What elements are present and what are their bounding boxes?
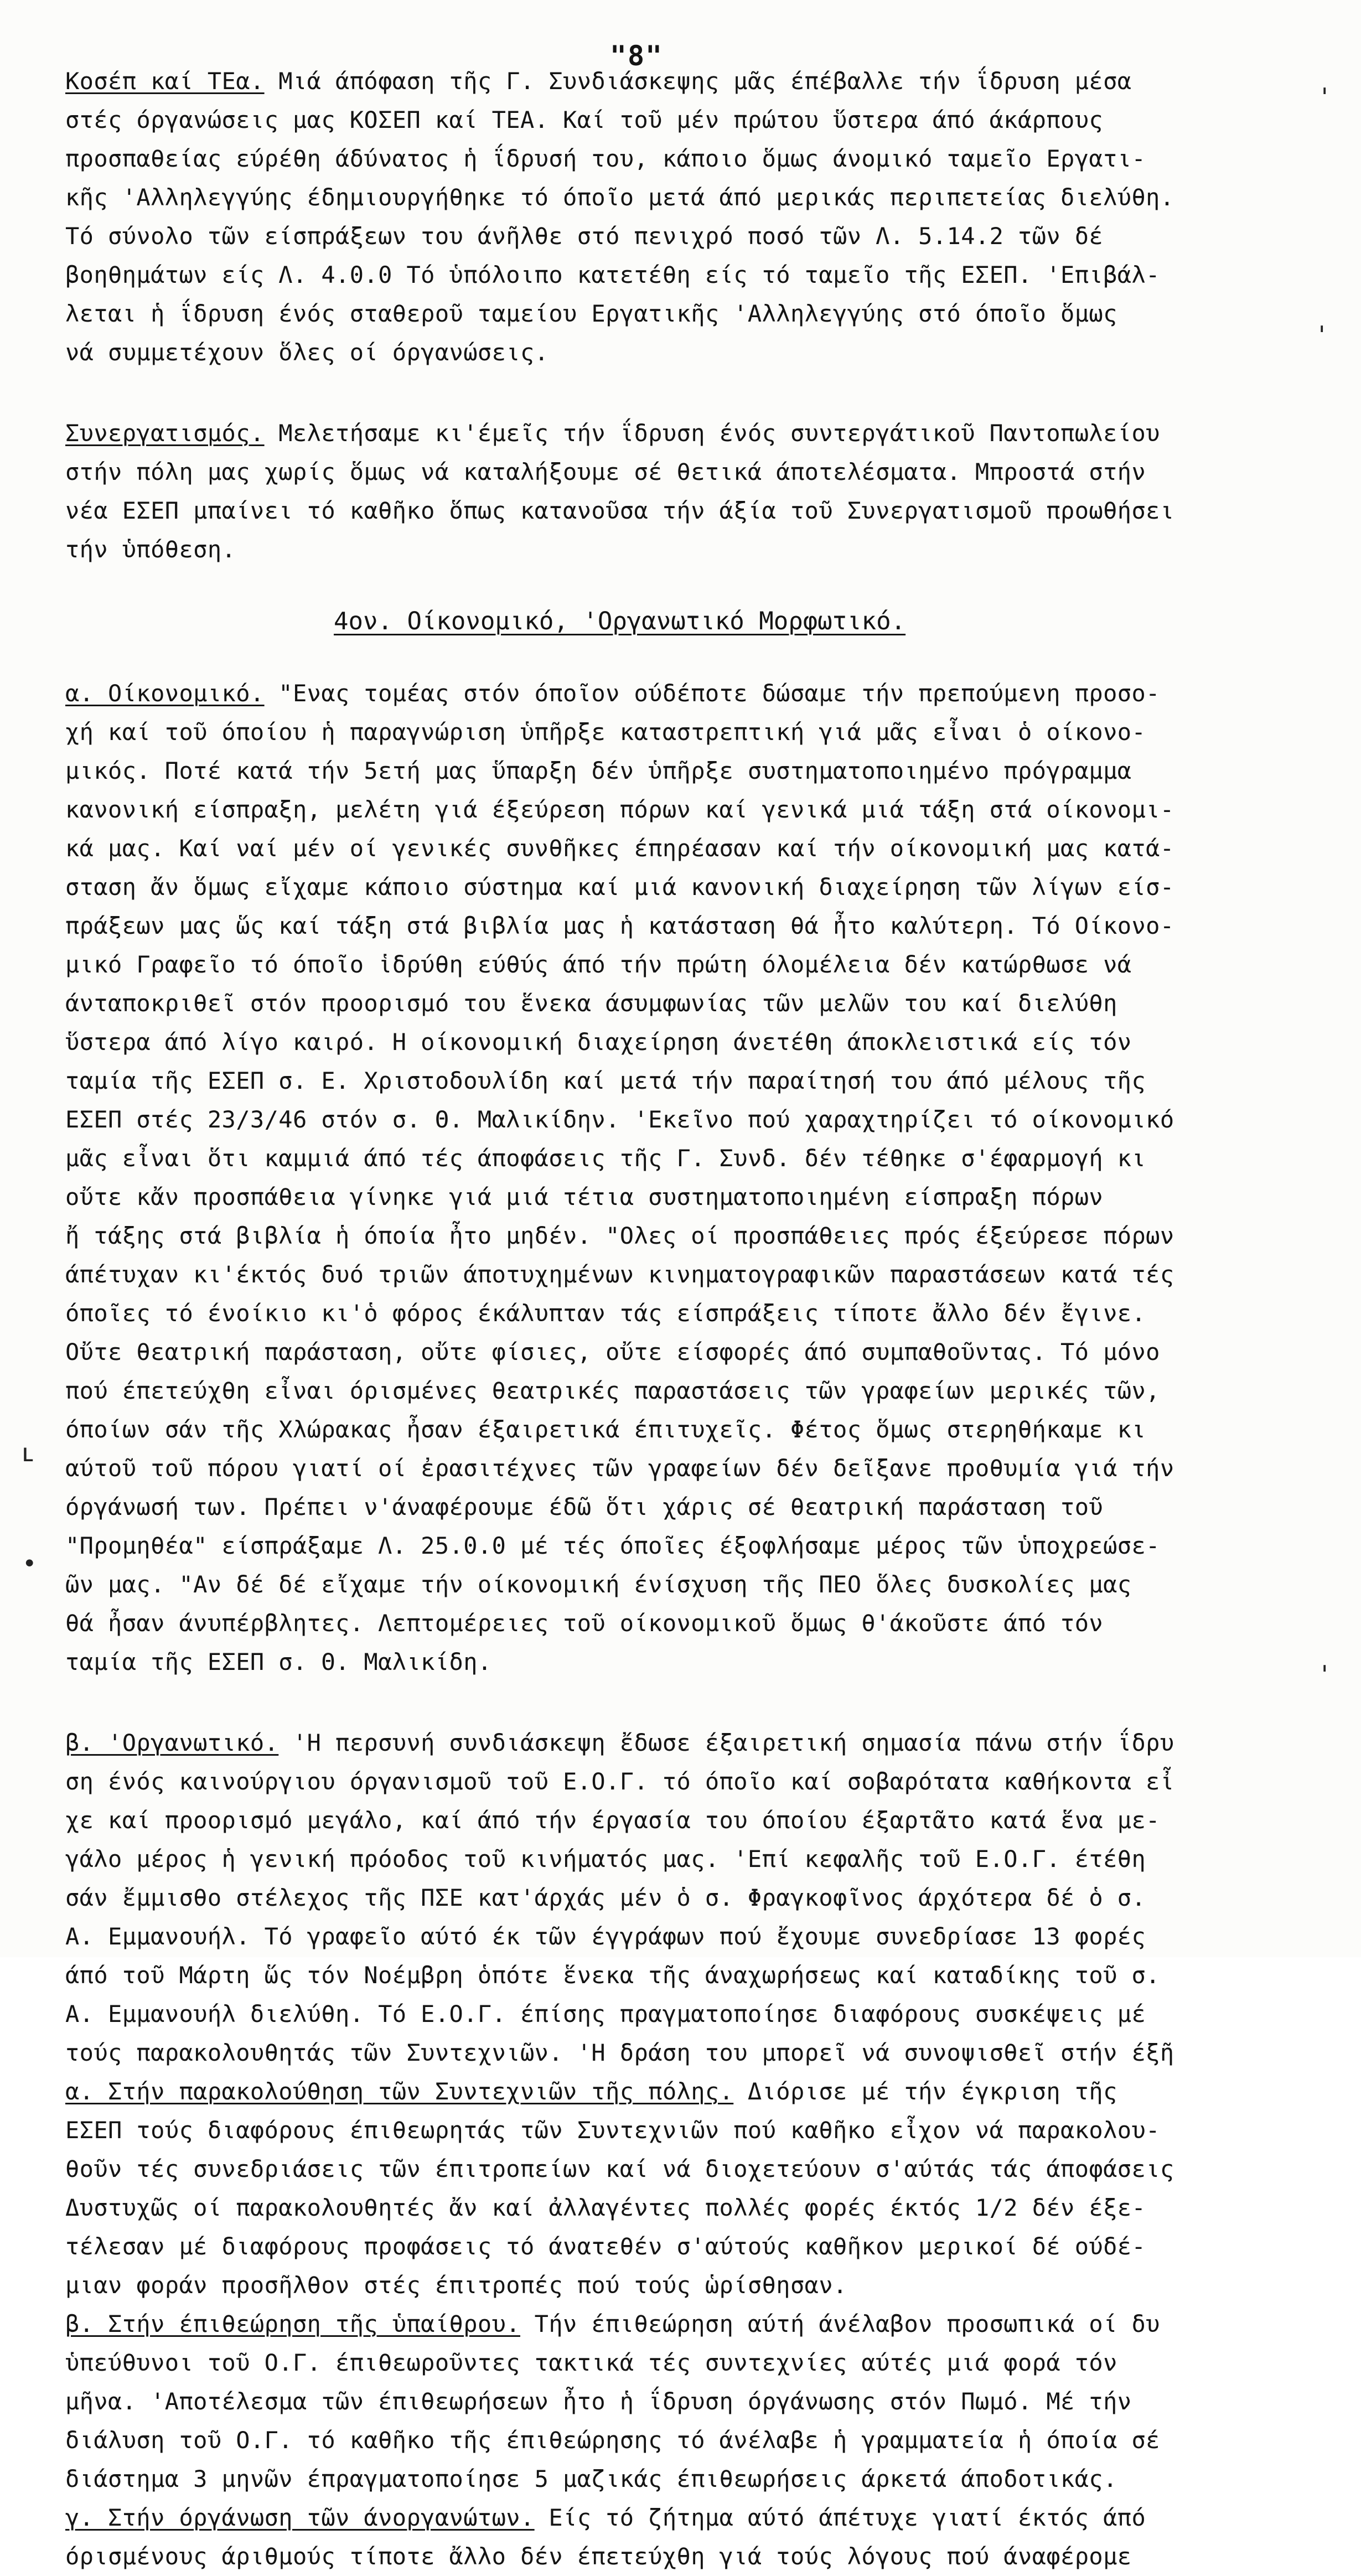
text-line [65, 713, 1338, 752]
text-line [65, 1333, 1338, 1372]
line-text: διάλυση τοῦ Ο.Γ. τό καθῆκο τῆς έπιθεώρησης τό άνέλαβε ἡ γραμματεία ἡ όποία σέ [65, 2427, 1160, 2454]
text-line [65, 1139, 1338, 1178]
line-text: στήν πόλη μας χωρίς ὅμως νά καταλήξουμε σέ θετικά άποτελέσματα. Μπροστά στήν [65, 458, 1146, 485]
line-text: ταμία τῆς ΕΣΕΠ σ. Θ. Μαλικίδη. [65, 1648, 492, 1675]
line-text: Διόρισε μέ τήν έγκριση τῆς [733, 2078, 1117, 2105]
text-line [65, 1565, 1338, 1604]
text-line [65, 1449, 1338, 1488]
section-organizational [65, 1724, 1338, 2576]
line-text: ταμία τῆς ΕΣΕΠ σ. Ε. Χριστοδουλίδη καί μετά τήν παραίτησή του άπό μέλους τῆς [65, 1067, 1146, 1094]
margin-mark: • [22, 1550, 37, 1578]
line-text: "Προμηθέα" είσπράξαμε Λ. 25.0.0 μέ τές όποῖες έξοφλήσαμε μέρος τῶν ὑποχρεώσε- [65, 1532, 1160, 1559]
line-text: ση ένός καινούργιου όργανισμοῦ τοῦ Ε.Ο.Γ. τό όποῖο καί σοβαρότατα καθήκοντα εἶ [65, 1768, 1174, 1795]
text-line [65, 294, 1338, 333]
line-text: χή καί τοῦ όποίου ἡ παραγνώριση ὑπῆρξε καταστρεπτική γιά μᾶς εἶναι ὁ οίκονο- [65, 718, 1146, 746]
line-text: μῆνα. 'Αποτέλεσμα τῶν έπιθεωρήσεων ἦτο ἡ ΐδρυση όργάνωσης στόν Πωμό. Μέ τήν [65, 2388, 1132, 2415]
section-lead: γ. Στήν όργάνωση τῶν άνοργανώτων. [65, 2504, 535, 2531]
section-economic [65, 674, 1338, 1682]
line-text: άπέτυχαν κι'έκτός δυό τριῶν άποτυχημένων κινηματογραφικῶν παραστάσεων κατά τές [65, 1261, 1174, 1288]
line-text: σάν ἔμμισθο στέλεχος τῆς ΠΣΕ κατ'άρχάς μέν ὁ σ. Φραγκοφῖνος άρχότερα δέ ὁ σ. [65, 1884, 1146, 1911]
line-text: κανονική είσπραξη, μελέτη γιά έξεύρεση πόρων καί γενικά μιά τάξη στά οίκονομι- [65, 796, 1174, 823]
text-line [65, 1917, 1338, 1956]
section-lead: β. 'Οργανωτικό. [65, 1729, 279, 1756]
margin-mark: ' [1317, 83, 1332, 111]
line-text: άπό τοῦ Μάρτη ὥς τόν Νοέμβρη ὁπότε ἕνεκα τῆς άναχωρήσεως καί καταδίκης τοῦ σ. [65, 1962, 1160, 1989]
text-line [65, 333, 1338, 372]
text-line [65, 1178, 1338, 1217]
line-text: τούς παρακολουθητάς τῶν Συντεχνιῶν. 'Η δράση του μπορεῖ νά συνοψισθεῖ στήν έξῆ [65, 2039, 1174, 2066]
text-line [65, 2034, 1338, 2072]
text-line [65, 2227, 1338, 2266]
line-text: ῶν μας. "Αν δέ δέ εἴχαμε τήν οίκονομική ένίσχυση τῆς ΠΕΟ ὅλες δυσκολίες μας [65, 1571, 1132, 1598]
text-line [65, 1488, 1338, 1527]
text-line [65, 1801, 1338, 1840]
text-line [65, 674, 1338, 713]
text-line [65, 1643, 1338, 1682]
text-line [65, 2072, 1338, 2111]
line-text: θοῦν τές συνεδριάσεις τῶν έπιτροπείων καί νά διοχετεύουν σ'αύτάς τάς άποφάσεις [65, 2155, 1174, 2182]
section-kosep-tea [65, 62, 1338, 372]
section-lead: α. Οίκονομικό. [65, 680, 265, 707]
text-line [65, 1062, 1338, 1100]
text-line [65, 1372, 1338, 1410]
line-text: θά ἦσαν άνυπέρβλητες. Λεπτομέρειες τοῦ οίκονομικοῦ ὅμως θ'άκοῦστε άπό τόν [65, 1610, 1104, 1637]
text-line [65, 178, 1338, 217]
line-text: Είς τό ζήτημα αύτό άπέτυχε γιατί έκτός άπό [534, 2504, 1146, 2531]
line-text: άνταποκριθεῖ στόν προορισμό του ἕνεκα άσυμφωνίας τῶν μελῶν του καί διελύθη [65, 990, 1117, 1017]
text-line [65, 2266, 1338, 2305]
text-line [65, 2150, 1338, 2189]
line-text: όργάνωσή των. Πρέπει ν'άναφέρουμε έδῶ ὅτι χάρις σέ θεατρική παράσταση τοῦ [65, 1493, 1104, 1520]
text-line [65, 1762, 1338, 1801]
line-text: προσπαθείας εύρέθη άδύνατος ἡ ΐδρυσή του, κάποιο ὅμως άνομικό ταμεῖο Εργατι- [65, 145, 1146, 172]
line-text: ὕστερα άπό λίγο καιρό. Η οίκονομική διαχείρηση άνετέθη άποκλειστικά είς τόν [65, 1028, 1132, 1056]
text-line [65, 2189, 1338, 2227]
line-text: βοηθημάτων είς Λ. 4.0.0 Τό ὑπόλοιπο κατετέθη είς τό ταμεῖο τῆς ΕΣΕΠ. 'Επιβάλ- [65, 261, 1160, 288]
line-text: Τό σύνολο τῶν είσπράξεων του άνῆλθε στό πενιχρό ποσό τῶν Λ. 5.14.2 τῶν δέ [65, 223, 1104, 250]
section-gap [65, 569, 1338, 597]
text-line [65, 1956, 1338, 1995]
line-text: ΕΣΕΠ στές 23/3/46 στόν σ. Θ. Μαλικίδην. 'Εκεῖνο πού χαραχτηρίζει τό οίκονομικό [65, 1106, 1174, 1133]
text-line [65, 492, 1338, 530]
line-text: Μιά άπόφαση τῆς Γ. Συνδιάσκεψης μᾶς έπέβαλλε τήν ΐδρυση μέσα [264, 68, 1132, 95]
text-line [65, 1410, 1338, 1449]
line-text: μικός. Ποτέ κατά τήν 5ετή μας ὕπαρξη δέν ὑπῆρξε συστηματοποιημένο πρόγραμμα [65, 757, 1132, 784]
margin-mark: ' [1315, 321, 1329, 349]
section-gap [65, 646, 1338, 674]
text-line [65, 2305, 1338, 2344]
line-text: νά συμμετέχουν ὅλες οί όργανώσεις. [65, 339, 549, 366]
text-line [65, 217, 1338, 256]
section-synergatismos [65, 414, 1338, 569]
text-line [65, 1255, 1338, 1294]
text-line [65, 1724, 1338, 1762]
line-text: Μελετήσαμε κι'έμεῖς τήν ΐδρυση ένός συντεργάτικοῦ Παντοπωλείου [264, 420, 1160, 447]
text-line [65, 2460, 1338, 2499]
line-text: κά μας. Καί ναί μέν οί γενικές συνθῆκες έπηρέασαν καί τήν οίκονομική μας κατά- [65, 835, 1174, 862]
text-line [65, 1294, 1338, 1333]
text-line [65, 1604, 1338, 1643]
line-text: όποῖες τό ένοίκιο κι'ὁ φόρος έκάλυπταν τάς είσπράξεις τίποτε ἄλλο δέν ἔγινε. [65, 1300, 1146, 1327]
line-text: Τήν έπιθεώρηση αύτή άνέλαβον προσωπικά οί δυ [520, 2310, 1160, 2337]
line-text: ΕΣΕΠ τούς διαφόρους έπιθεωρητάς τῶν Συντεχνιῶν πού καθῆκο εἶχον νά παρακολου- [65, 2117, 1160, 2144]
line-text: γάλο μέρος ἡ γενική πρόοδος τοῦ κινήματός μας. 'Επί κεφαλῆς τοῦ Ε.Ο.Γ. έτέθη [65, 1845, 1146, 1872]
section-lead: β. Στήν έπιθεώρηση τῆς ὑπαίθρου. [65, 2310, 520, 2337]
text-line [65, 907, 1338, 945]
line-text: μᾶς εἶναι ὅτι καμμιά άπό τές άποφάσεις τῆς Γ. Συνδ. δέν τέθηκε σ'έφαρμογή κι [65, 1145, 1146, 1172]
line-text: μικό Γραφεῖο τό όποῖο ἱδρύθη εύθύς άπό τήν πρώτη όλομέλεια δέν κατώρθωσε νά [65, 951, 1132, 978]
section-lead: α. Στήν παρακολούθηση τῶν Συντεχνιῶν τῆς πόλης. [65, 2078, 734, 2105]
text-line [65, 414, 1338, 453]
line-text: Οὔτε θεατρική παράσταση, οὔτε φίσιες, οὔτε είσφορές άπό συμπαθοῦντας. Τό μόνο [65, 1338, 1160, 1365]
line-text: Δυστυχῶς οί παρακολουθητές ἄν καί ἀλλαγέντες πολλές φορές έκτός 1/2 δέν έξε- [65, 2194, 1146, 2221]
chapter-heading-text: 4ον. Οίκονομικό, 'Οργανωτικό Μορφωτικό. [334, 607, 906, 635]
line-text: μιαν φοράν προσῆλθον στές έπιτροπές πού τούς ὡρίσθησαν. [65, 2272, 847, 2299]
line-text: "Ενας τομέας στόν όποῖον ούδέποτε δώσαμε τήν πρεπούμενη προσο- [264, 680, 1160, 707]
text-line [65, 2344, 1338, 2382]
line-text: τέλεσαν μέ διαφόρους προφάσεις τό άνατεθέν σ'αύτούς καθῆκον μερικοί δέ ούδέ- [65, 2233, 1146, 2260]
text-column [65, 62, 1338, 2576]
line-text: 'Η περσυνή συνδιάσκεψη ἔδωσε έξαιρετική σημασία πάνω στήν ΐδρυ [278, 1729, 1174, 1756]
line-text: αύτοῦ τοῦ πόρου γιατί οί ἐρασιτέχνες τῶν γραφείων δέν δεῖξανε προθυμία γιά τήν [65, 1455, 1174, 1482]
line-text: Α. Εμμανουήλ διελύθη. Τό Ε.Ο.Γ. έπίσης πραγματοποίησε διαφόρους συσκέψεις μέ [65, 2000, 1146, 2027]
line-text: ἤ τάξης στά βιβλία ἡ όποία ἦτο μηδέν. "Ολες οί προσπάθειες πρός έξεύρεσε πόρων [65, 1222, 1174, 1249]
text-line [65, 984, 1338, 1023]
text-line [65, 752, 1338, 790]
section-gap [65, 372, 1338, 414]
line-text: Α. Εμμανουήλ. Τό γραφεῖο αύτό έκ τῶν έγγράφων πού ἔχουμε συνεδρίασε 13 φορές [65, 1923, 1146, 1950]
text-line [65, 1840, 1338, 1879]
text-line [65, 1879, 1338, 1917]
text-line [65, 790, 1338, 829]
text-line [65, 868, 1338, 907]
line-text: οὔτε κἄν προσπάθεια γίνηκε γιά μιά τέτια συστηματοποιημένη είσπραξη πόρων [65, 1183, 1104, 1211]
text-line [65, 1217, 1338, 1255]
line-text: λεται ἡ ΐδρυση ένός σταθεροῦ ταμείου Εργατικῆς 'Αλληλεγγύης στό όποῖο ὅμως [65, 300, 1117, 327]
text-line [65, 2537, 1338, 2576]
text-line [65, 530, 1338, 569]
text-line [65, 829, 1338, 868]
text-line [65, 1527, 1338, 1565]
text-line [65, 2382, 1338, 2421]
chapter-heading [65, 597, 1338, 646]
line-text: νέα ΕΣΕΠ μπαίνει τό καθῆκο ὅπως κατανοῦσα τήν άξία τοῦ Συνεργατισμοῦ προωθήσει [65, 497, 1174, 524]
text-line [65, 1100, 1338, 1139]
text-line [65, 453, 1338, 492]
text-line [65, 139, 1338, 178]
text-line [65, 2499, 1338, 2537]
line-text: χε καί προορισμό μεγάλο, καί άπό τήν έργασία του όποίου έξαρτᾶτο κατά ἕνα με- [65, 1807, 1160, 1834]
line-text: ὑπεύθυνοι τοῦ Ο.Γ. έπιθεωροῦντες τακτικά τές συντεχνίες αύτές μιά φορά τόν [65, 2349, 1117, 2376]
line-text: πράξεων μας ὥς καί τάξη στά βιβλία μας ἡ κατάσταση θά ἦτο καλύτερη. Τό Οίκονο- [65, 912, 1174, 939]
text-line [65, 101, 1338, 139]
line-text: κῆς 'Αλληλεγγύης έδημιουργήθηκε τό όποῖο μετά άπό μερικάς περιπετείας διελύθη. [65, 184, 1174, 211]
page-number: "8" [609, 40, 664, 72]
text-line [65, 945, 1338, 984]
line-text: πού έπετεύχθη εἶναι όρισμένες θεατρικές παραστάσεις τῶν γραφείων μερικές τῶν, [65, 1377, 1160, 1404]
margin-mark: ʟ [21, 1439, 36, 1467]
text-line [65, 1023, 1338, 1062]
line-text: διάστημα 3 μηνῶν έπραγματοποίησε 5 μαζικάς έπιθεωρήσεις άρκετά άποδοτικάς. [65, 2465, 1117, 2492]
line-text: τήν ὑπόθεση. [65, 536, 236, 563]
section-lead: Κοσέπ καί ΤΕα. [65, 68, 265, 95]
margin-mark: ' [1317, 1661, 1332, 1689]
text-line [65, 1995, 1338, 2034]
text-line [65, 256, 1338, 294]
line-text: όρισμένους άριθμούς τίποτε ἄλλο δέν έπετεύχθη γιά τούς λόγους πού άναφέρομε [65, 2543, 1132, 2570]
text-line [65, 62, 1338, 101]
line-text: σταση ἄν ὅμως εἴχαμε κάποιο σύστημα καί μιά κανονική διαχείρηση τῶν λίγων είσ- [65, 873, 1174, 901]
line-text: στές όργανώσεις μας ΚΟΣΕΠ καί ΤΕΑ. Καί τοῦ μέν πρώτου ὕστερα άπό άκάρπους [65, 106, 1104, 133]
text-line [65, 2111, 1338, 2150]
section-gap [65, 1682, 1338, 1724]
section-lead: Συνεργατισμός. [65, 420, 265, 447]
line-text: όποίων σάν τῆς Χλώρακας ἦσαν έξαιρετικά έπιτυχεῖς. Φέτος ὅμως στερηθήκαμε κι [65, 1416, 1146, 1443]
text-line [65, 2421, 1338, 2460]
